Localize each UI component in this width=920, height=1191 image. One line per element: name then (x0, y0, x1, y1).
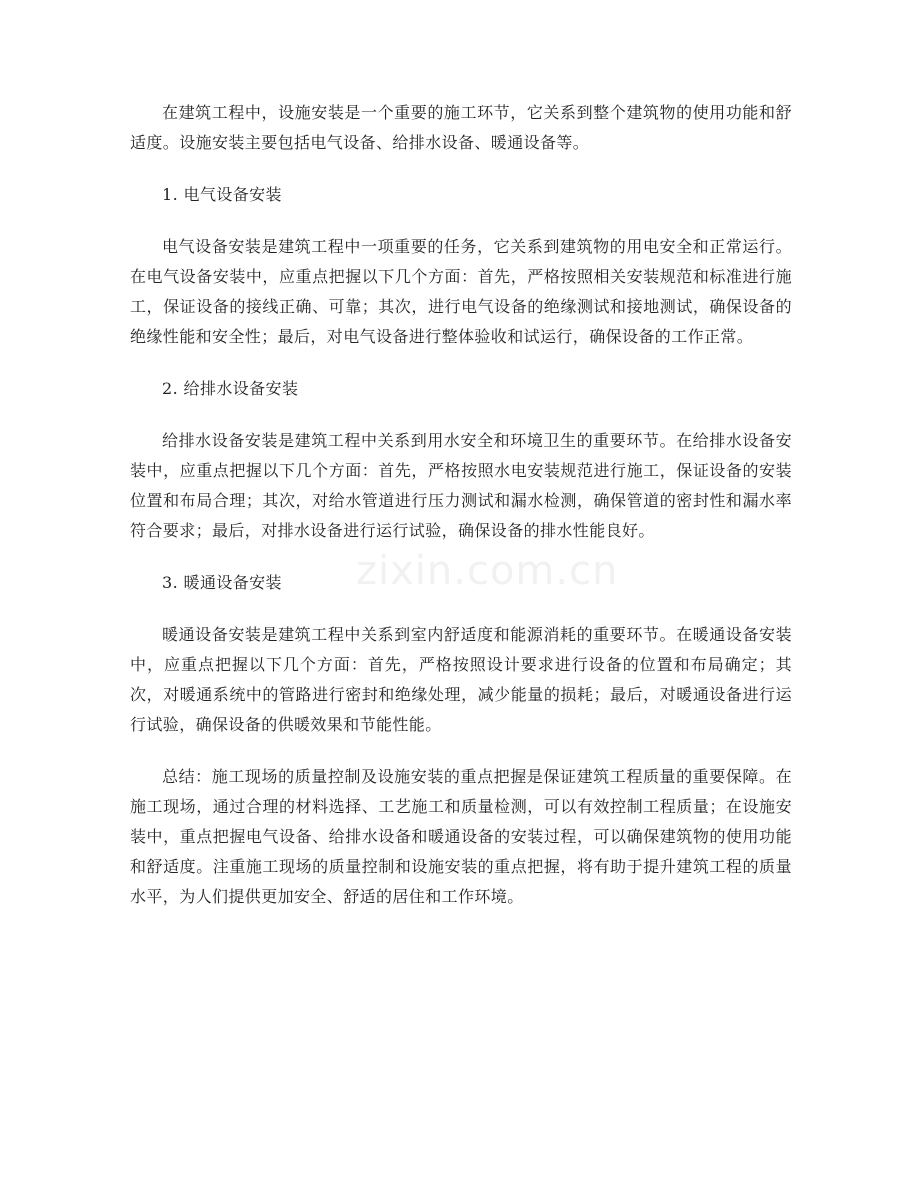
summary-paragraph: 总结：施工现场的质量控制及设施安装的重点把握是保证建筑工程质量的重要保障。在施工现场，通过合理的材料选择、工艺施工和质量检测，可以有效控制工程质量；在设施安装中，重点把握电气设备、给排水设备和暖通设备的安装过程，可以确保建筑物的使用功能和舒适度。注重施工现场的质量控制和设施安装的重点把握，将有助于提升建筑工程的质量水平，为人们提供更加安全、舒适的居住和工作环境。 (130, 767, 792, 906)
section-body-electrical: 电气设备安装是建筑工程中一项重要的任务，它关系到建筑物的用电安全和正常运行。在电气设备安装中，应重点把握以下几个方面：首先，严格按照相关安装规范和标准进行施工，保证设备的接线正确、可靠；其次，进行电气设备的绝缘测试和接地测试，确保设备的绝缘性能和安全性；最后，对电气设备进行整体验收和试运行，确保设备的工作正常。 (130, 237, 792, 346)
section-heading-hvac: 3. 暖通设备安装 (162, 573, 282, 592)
section-heading-plumbing: 2. 给排水设备安装 (162, 379, 299, 398)
document-body (130, 98, 792, 934)
section-body-plumbing: 给排水设备安装是建筑工程中关系到用水安全和环境卫生的重要环节。在给排水设备安装中，应重点把握以下几个方面：首先，严格按照水电安装规范进行施工，保证设备的安装位置和布局合理；其次，对给水管道进行压力测试和漏水检测，确保管道的密封性和漏水率符合要求；最后，对排水设备进行运行试验，确保设备的排水性能良好。 (130, 431, 792, 540)
section-body-hvac: 暖通设备安装是建筑工程中关系到室内舒适度和能源消耗的重要环节。在暖通设备安装中，应重点把握以下几个方面：首先，严格按照设计要求进行设备的位置和布局确定；其次，对暖通系统中的管路进行密封和绝缘处理，减少能量的损耗；最后，对暖通设备进行运行试验，确保设备的供暖效果和节能性能。 (130, 625, 792, 734)
intro-paragraph: 在建筑工程中，设施安装是一个重要的施工环节，它关系到整个建筑物的使用功能和舒适度。设施安装主要包括电气设备、给排水设备、暖通设备等。 (130, 103, 792, 152)
section-heading-electrical: 1. 电气设备安装 (162, 185, 282, 204)
watermark: zixin.com.cn (356, 548, 619, 594)
